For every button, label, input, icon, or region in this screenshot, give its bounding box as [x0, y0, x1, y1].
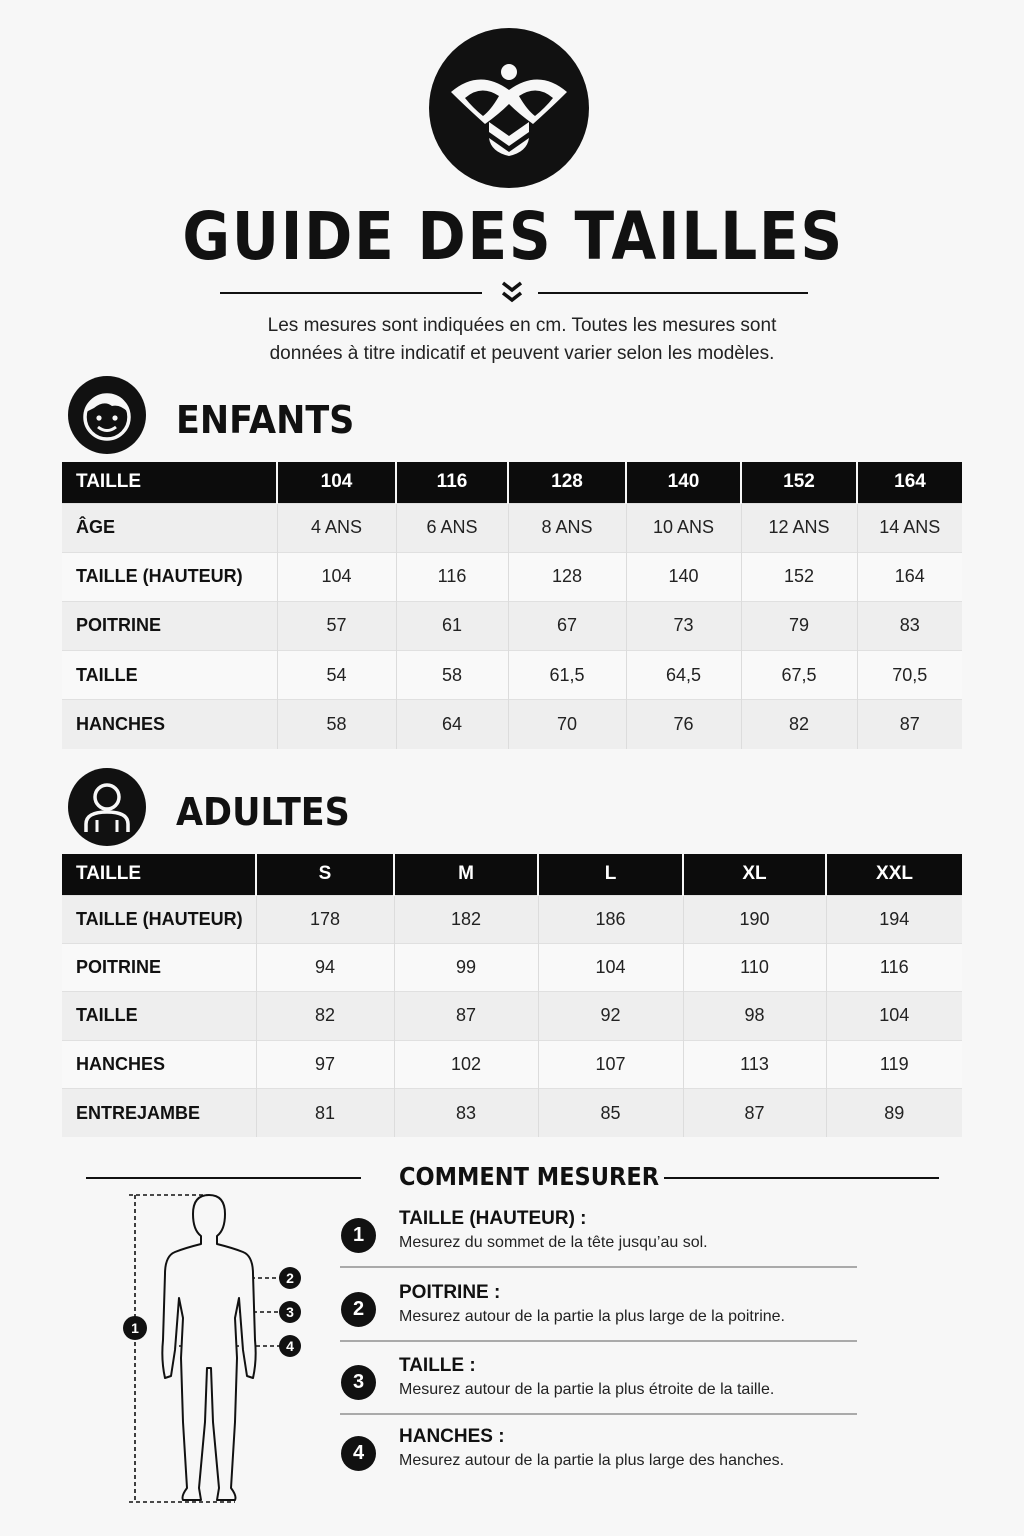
table-row — [62, 1089, 962, 1137]
step-description: Mesurez autour de la partie la plus large des hanches. — [399, 1452, 785, 1469]
table-cell: 87 — [857, 700, 962, 749]
marker-4: 4 — [286, 1338, 294, 1354]
table-cell: 182 — [394, 895, 538, 943]
row-label: POITRINE — [62, 601, 277, 650]
table-cell: 64 — [396, 700, 508, 749]
table-cell: 87 — [394, 992, 538, 1040]
table-cell: 70,5 — [857, 651, 962, 700]
table-cell: 178 — [256, 895, 394, 943]
kids-size-table — [62, 462, 962, 749]
table-cell: 152 — [741, 552, 857, 601]
row-label: TAILLE (HAUTEUR) — [62, 895, 256, 943]
table-cell: 113 — [683, 1040, 826, 1088]
row-label: ENTREJAMBE — [62, 1089, 256, 1137]
table-cell: 128 — [508, 552, 626, 601]
adults-size-table — [62, 854, 962, 1137]
table-cell: 70 — [508, 700, 626, 749]
table-cell: 116 — [396, 552, 508, 601]
table-cell: 12 ANS — [741, 503, 857, 552]
column-header: M — [394, 854, 538, 895]
table-cell: 186 — [538, 895, 683, 943]
title-divider-right — [538, 292, 808, 294]
marker-2: 2 — [286, 1270, 294, 1286]
table-header-row — [62, 854, 962, 895]
table-cell: 107 — [538, 1040, 683, 1088]
child-face-icon — [68, 376, 146, 454]
adults-section-title: ADULTES — [176, 790, 350, 834]
step-number: 4 — [341, 1436, 376, 1471]
step-number: 1 — [341, 1218, 376, 1253]
intro-line-2: données à titre indicatif et peuvent varier selon les modèles. — [269, 343, 775, 364]
table-cell: 85 — [538, 1089, 683, 1137]
page-title: GUIDE DES TAILLES — [182, 198, 844, 275]
table-cell: 104 — [277, 552, 396, 601]
table-row — [62, 1040, 962, 1088]
table-cell: 140 — [626, 552, 741, 601]
table-cell: 194 — [826, 895, 962, 943]
step-title: TAILLE (HAUTEUR) : — [399, 1208, 587, 1229]
column-header: S — [256, 854, 394, 895]
table-cell: 4 ANS — [277, 503, 396, 552]
table-row — [62, 992, 962, 1040]
row-label: POITRINE — [62, 943, 256, 991]
table-cell: 98 — [683, 992, 826, 1040]
step-divider — [340, 1266, 857, 1268]
table-cell: 54 — [277, 651, 396, 700]
table-row — [62, 943, 962, 991]
table-cell: 58 — [396, 651, 508, 700]
table-cell: 89 — [826, 1089, 962, 1137]
table-cell: 67,5 — [741, 651, 857, 700]
table-cell: 119 — [826, 1040, 962, 1088]
column-header: 140 — [626, 462, 741, 503]
table-row — [62, 503, 962, 552]
table-cell: 81 — [256, 1089, 394, 1137]
table-cell: 116 — [826, 943, 962, 991]
marker-1: 1 — [131, 1320, 139, 1336]
table-cell: 110 — [683, 943, 826, 991]
table-cell: 92 — [538, 992, 683, 1040]
table-cell: 79 — [741, 601, 857, 650]
step-title: TAILLE : — [399, 1355, 476, 1376]
table-row — [62, 601, 962, 650]
row-label: TAILLE (HAUTEUR) — [62, 552, 277, 601]
column-header: L — [538, 854, 683, 895]
table-cell: 76 — [626, 700, 741, 749]
table-cell: 82 — [256, 992, 394, 1040]
column-header: 164 — [857, 462, 962, 503]
how-divider-right — [664, 1177, 939, 1179]
table-cell: 67 — [508, 601, 626, 650]
chevron-down-icon — [499, 280, 525, 306]
table-cell: 61 — [396, 601, 508, 650]
intro-text — [0, 312, 1024, 368]
title-divider-left — [220, 292, 482, 294]
step-number: 3 — [341, 1365, 376, 1400]
column-header: 128 — [508, 462, 626, 503]
step-title: POITRINE : — [399, 1282, 501, 1303]
row-label: TAILLE — [62, 651, 277, 700]
column-header: 116 — [396, 462, 508, 503]
table-cell: 102 — [394, 1040, 538, 1088]
step-number: 2 — [341, 1292, 376, 1327]
step-description: Mesurez autour de la partie la plus étroite de la taille. — [399, 1381, 775, 1398]
adult-person-icon — [68, 768, 146, 846]
table-cell: 61,5 — [508, 651, 626, 700]
table-cell: 64,5 — [626, 651, 741, 700]
row-label: TAILLE — [62, 992, 256, 1040]
step-divider — [340, 1413, 857, 1415]
intro-line-1: Les mesures sont indiquées en cm. Toutes les mesures sont — [267, 315, 777, 336]
marker-3: 3 — [286, 1304, 294, 1320]
table-cell: 99 — [394, 943, 538, 991]
step-description: Mesurez du sommet de la tête jusqu’au sol. — [399, 1234, 708, 1251]
table-row — [62, 651, 962, 700]
row-label: ÂGE — [62, 503, 277, 552]
table-cell: 8 ANS — [508, 503, 626, 552]
table-cell: 58 — [277, 700, 396, 749]
table-cell: 190 — [683, 895, 826, 943]
table-row — [62, 895, 962, 943]
brand-logo — [429, 28, 589, 188]
table-cell: 73 — [626, 601, 741, 650]
table-row — [62, 552, 962, 601]
table-cell: 57 — [277, 601, 396, 650]
column-header: TAILLE — [62, 462, 277, 503]
step-divider — [340, 1340, 857, 1342]
table-cell: 104 — [826, 992, 962, 1040]
table-header-row — [62, 462, 962, 503]
table-cell: 97 — [256, 1040, 394, 1088]
table-cell: 82 — [741, 700, 857, 749]
table-cell: 164 — [857, 552, 962, 601]
table-cell: 14 ANS — [857, 503, 962, 552]
table-cell: 6 ANS — [396, 503, 508, 552]
column-header: 152 — [741, 462, 857, 503]
row-label: HANCHES — [62, 1040, 256, 1088]
step-title: HANCHES : — [399, 1426, 505, 1447]
body-measurement-figure — [115, 1190, 315, 1510]
row-label: HANCHES — [62, 700, 277, 749]
table-cell: 10 ANS — [626, 503, 741, 552]
how-divider-left — [86, 1177, 361, 1179]
table-cell: 94 — [256, 943, 394, 991]
table-cell: 87 — [683, 1089, 826, 1137]
column-header: 104 — [277, 462, 396, 503]
table-cell: 104 — [538, 943, 683, 991]
column-header: XXL — [826, 854, 962, 895]
kids-section-title: ENFANTS — [176, 398, 355, 442]
how-to-measure-title: COMMENT MESURER — [399, 1162, 660, 1191]
table-cell: 83 — [394, 1089, 538, 1137]
table-row — [62, 700, 962, 749]
column-header: XL — [683, 854, 826, 895]
step-description: Mesurez autour de la partie la plus large de la poitrine. — [399, 1308, 785, 1325]
column-header: TAILLE — [62, 854, 256, 895]
table-cell: 83 — [857, 601, 962, 650]
